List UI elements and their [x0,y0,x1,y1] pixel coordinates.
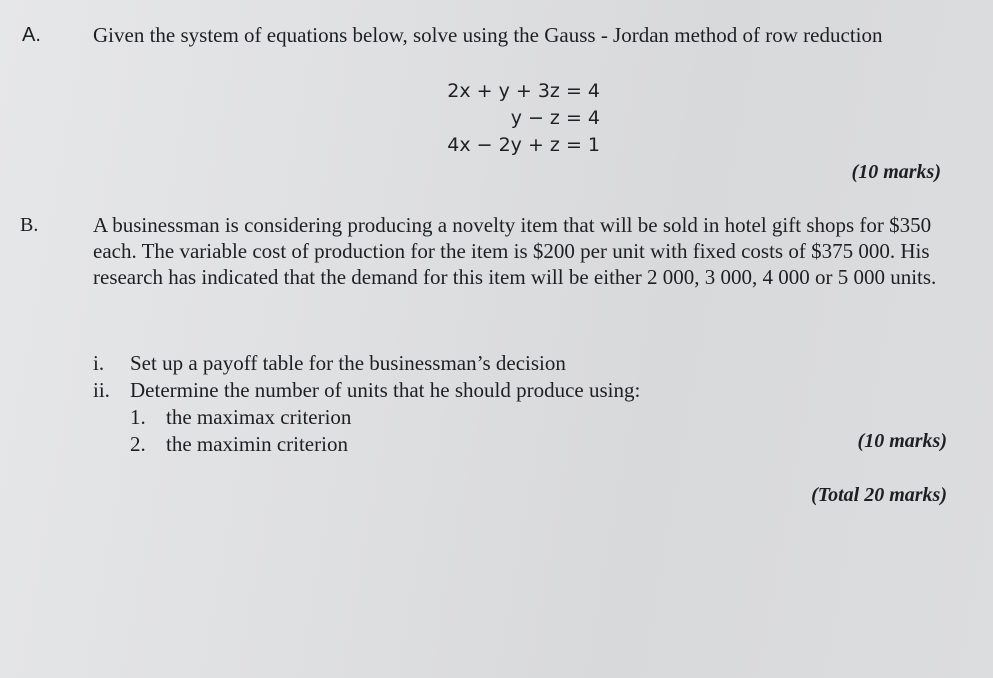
subpart-2 [93,431,640,458]
part-i [93,350,640,377]
subpart-1-number: 1. [130,405,146,429]
question-b-label: B. [20,214,39,236]
total-marks: (Total 20 marks) [811,484,947,506]
equation-3: 4x − 2y + z = 1 [447,134,600,156]
subpart-1-text: the maximax criterion [166,405,352,429]
question-a-marks: (10 marks) [851,161,941,183]
equation-1: 2x + y + 3z = 4 [447,80,600,102]
equation-2: y − z = 4 [510,107,600,129]
question-b-marks: (10 marks) [857,430,947,452]
part-i-number: i. [93,351,105,375]
equation-system [400,78,600,159]
subpart-1 [93,404,640,431]
question-b-text: A businessman is considering producing a novelty item that will be sold in hotel gift shops for $350 each. The variable cost of production for the item is $200 per unit with fixed costs of $375 000. His research has indicated that the demand for this item will be either 2 000, 3 000, 4 000 or 5 000 units. [93,213,937,289]
subpart-2-number: 2. [130,432,146,456]
part-i-text: Set up a payoff table for the businessman’s decision [130,351,566,375]
question-a-label: A. [22,24,41,46]
part-ii [93,377,640,404]
part-ii-text: Determine the number of units that he should produce using: [130,378,641,402]
question-b-parts [93,350,640,458]
question-a-text: Given the system of equations below, solve using the Gauss - Jordan method of row reduction [93,23,883,47]
subpart-2-text: the maximin criterion [166,432,348,456]
part-ii-number: ii. [93,378,110,402]
